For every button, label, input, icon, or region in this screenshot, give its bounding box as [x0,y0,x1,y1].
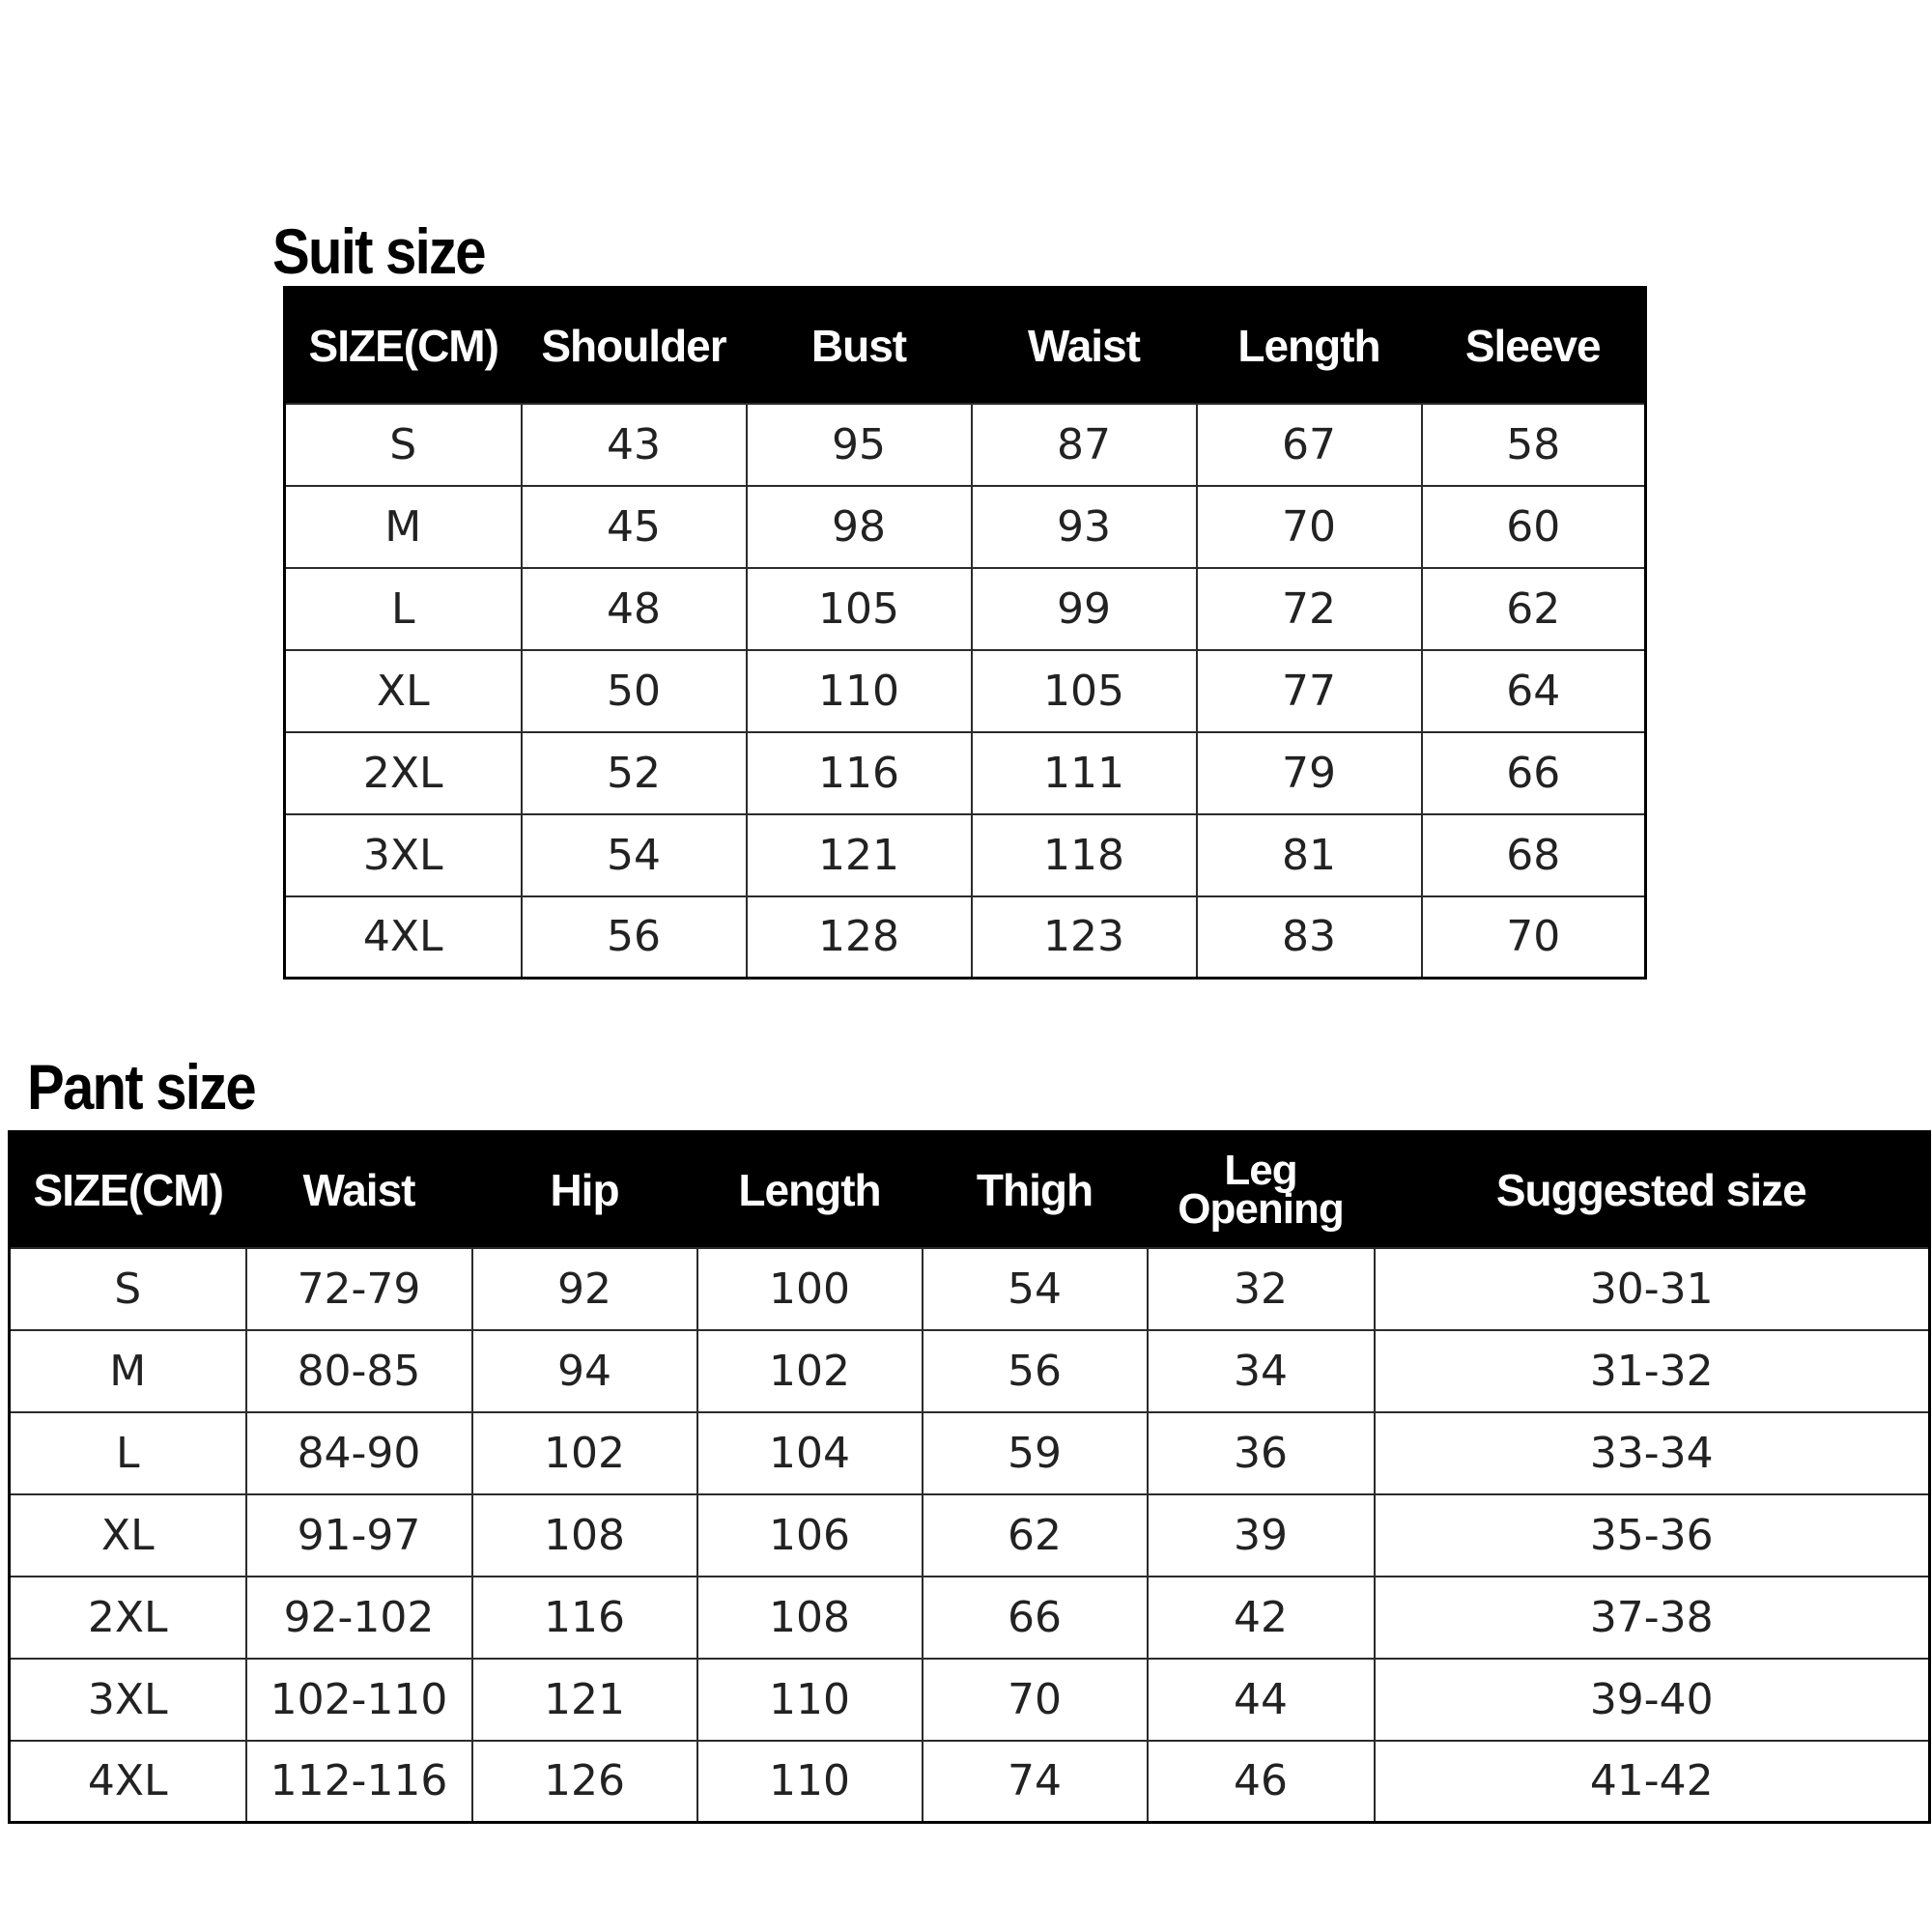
shoulder-cell: 52 [522,732,747,814]
waist-cell: 87 [972,404,1197,486]
suit-header-waist: Waist [972,288,1197,404]
pant-header-waist: Waist [246,1132,472,1248]
thigh-cell: 70 [923,1659,1148,1741]
table-row [285,732,1646,814]
hip-cell: 102 [472,1412,697,1494]
length-cell: 104 [697,1412,923,1494]
suggested-size-cell: 31-32 [1375,1330,1930,1412]
size-cell: 3XL [10,1659,246,1741]
table-row [285,486,1646,568]
hip-cell: 94 [472,1330,697,1412]
suggested-size-cell: 41-42 [1375,1741,1930,1823]
length-cell: 70 [1197,486,1422,568]
size-cell: S [10,1248,246,1330]
length-cell: 106 [697,1494,923,1577]
table-row [10,1494,1930,1577]
suggested-size-cell: 30-31 [1375,1248,1930,1330]
bust-cell: 98 [747,486,972,568]
pant-size-table [8,1130,1931,1824]
length-cell: 67 [1197,404,1422,486]
pant-header-length: Length [697,1132,923,1248]
waist-cell: 112-116 [246,1741,472,1823]
shoulder-cell: 48 [522,568,747,650]
suggested-size-cell: 37-38 [1375,1577,1930,1659]
pant-header-row [10,1132,1930,1248]
leg-opening-cell: 32 [1148,1248,1375,1330]
size-cell: 2XL [285,732,522,814]
size-cell: 3XL [285,814,522,896]
size-cell: 4XL [285,896,522,979]
table-row [285,650,1646,732]
thigh-cell: 54 [923,1248,1148,1330]
shoulder-cell: 50 [522,650,747,732]
pant-header-size: SIZE(CM) [10,1132,246,1248]
leg-opening-cell: 34 [1148,1330,1375,1412]
thigh-cell: 62 [923,1494,1148,1577]
table-row [10,1412,1930,1494]
table-row [10,1577,1930,1659]
suit-header-row [285,288,1646,404]
leg-opening-cell: 39 [1148,1494,1375,1577]
sleeve-cell: 64 [1422,650,1646,732]
waist-cell: 99 [972,568,1197,650]
length-cell: 83 [1197,896,1422,979]
length-cell: 110 [697,1659,923,1741]
length-cell: 79 [1197,732,1422,814]
length-cell: 102 [697,1330,923,1412]
suit-size-title: Suit size [272,215,485,287]
sleeve-cell: 62 [1422,568,1646,650]
bust-cell: 105 [747,568,972,650]
table-row [10,1659,1930,1741]
suggested-size-cell: 35-36 [1375,1494,1930,1577]
size-cell: M [285,486,522,568]
suit-header-length: Length [1197,288,1422,404]
suit-header-size: SIZE(CM) [285,288,522,404]
length-cell: 110 [697,1741,923,1823]
size-cell: L [10,1412,246,1494]
hip-cell: 126 [472,1741,697,1823]
bust-cell: 110 [747,650,972,732]
bust-cell: 95 [747,404,972,486]
sleeve-cell: 58 [1422,404,1646,486]
pant-header-hip: Hip [472,1132,697,1248]
thigh-cell: 59 [923,1412,1148,1494]
pant-header-leg-opening: Leg Opening [1148,1132,1375,1248]
hip-cell: 116 [472,1577,697,1659]
size-cell: 4XL [10,1741,246,1823]
length-cell: 77 [1197,650,1422,732]
size-cell: 2XL [10,1577,246,1659]
length-cell: 81 [1197,814,1422,896]
waist-cell: 118 [972,814,1197,896]
sleeve-cell: 68 [1422,814,1646,896]
waist-cell: 80-85 [246,1330,472,1412]
hip-cell: 92 [472,1248,697,1330]
bust-cell: 121 [747,814,972,896]
table-row [285,814,1646,896]
waist-cell: 105 [972,650,1197,732]
leg-opening-cell: 44 [1148,1659,1375,1741]
waist-cell: 91-97 [246,1494,472,1577]
length-cell: 100 [697,1248,923,1330]
suit-header-bust: Bust [747,288,972,404]
sleeve-cell: 70 [1422,896,1646,979]
shoulder-cell: 54 [522,814,747,896]
waist-cell: 111 [972,732,1197,814]
length-cell: 72 [1197,568,1422,650]
size-cell: XL [285,650,522,732]
table-row [10,1330,1930,1412]
pant-header-suggested-size: Suggested size [1375,1132,1930,1248]
thigh-cell: 56 [923,1330,1148,1412]
bust-cell: 116 [747,732,972,814]
sleeve-cell: 60 [1422,486,1646,568]
bust-cell: 128 [747,896,972,979]
shoulder-cell: 45 [522,486,747,568]
table-row [10,1248,1930,1330]
size-cell: XL [10,1494,246,1577]
pant-size-title: Pant size [27,1051,255,1122]
hip-cell: 108 [472,1494,697,1577]
thigh-cell: 66 [923,1577,1148,1659]
size-cell: L [285,568,522,650]
table-row [10,1741,1930,1823]
size-cell: M [10,1330,246,1412]
waist-cell: 102-110 [246,1659,472,1741]
sleeve-cell: 66 [1422,732,1646,814]
size-cell: S [285,404,522,486]
shoulder-cell: 56 [522,896,747,979]
table-row [285,568,1646,650]
waist-cell: 93 [972,486,1197,568]
leg-opening-cell: 42 [1148,1577,1375,1659]
leg-opening-cell: 46 [1148,1741,1375,1823]
table-row [285,404,1646,486]
thigh-cell: 74 [923,1741,1148,1823]
shoulder-cell: 43 [522,404,747,486]
suit-header-sleeve: Sleeve [1422,288,1646,404]
waist-cell: 123 [972,896,1197,979]
suit-header-shoulder: Shoulder [522,288,747,404]
waist-cell: 92-102 [246,1577,472,1659]
waist-cell: 84-90 [246,1412,472,1494]
suggested-size-cell: 39-40 [1375,1659,1930,1741]
pant-header-thigh: Thigh [923,1132,1148,1248]
suit-size-table [283,286,1647,980]
length-cell: 108 [697,1577,923,1659]
hip-cell: 121 [472,1659,697,1741]
suggested-size-cell: 33-34 [1375,1412,1930,1494]
waist-cell: 72-79 [246,1248,472,1330]
table-row [285,896,1646,979]
leg-opening-cell: 36 [1148,1412,1375,1494]
